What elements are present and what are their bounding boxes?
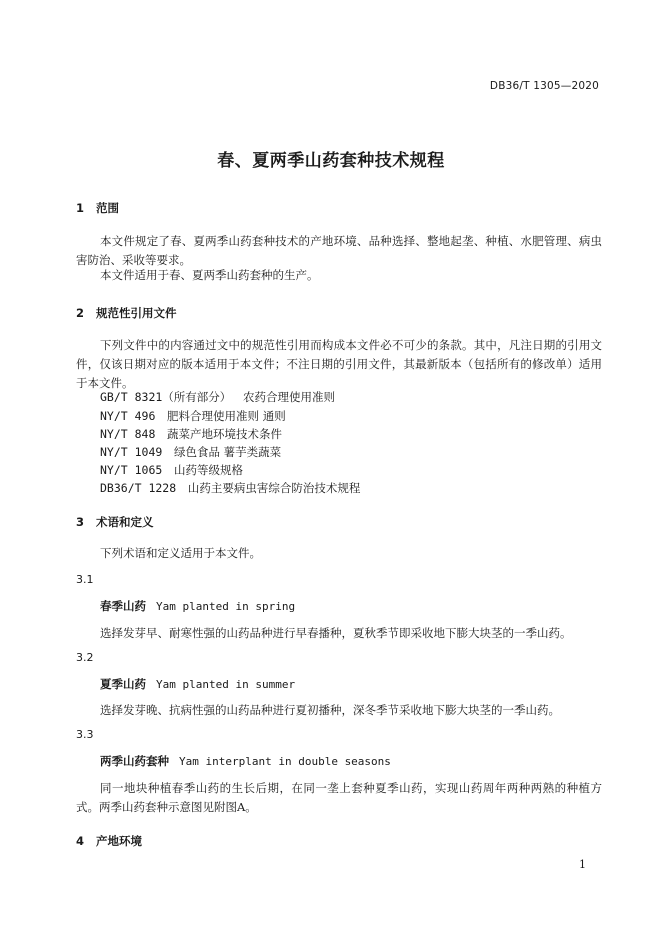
document-title: 春、夏两季山药套种技术规程 [217, 151, 445, 171]
reference-title: 山药等级规格 [173, 463, 243, 477]
section-number: 3 [76, 515, 85, 529]
section-number: 2 [76, 306, 85, 320]
section-3-heading [76, 514, 154, 530]
section-title: 产地环境 [96, 834, 142, 848]
section-title: 术语和定义 [96, 515, 154, 529]
reference-code: NY/T 496 [100, 409, 156, 423]
term-definition: 选择发芽早、耐寒性强的山药品种进行早春播种，夏秋季节即采收地下膨大块茎的一季山药。 [100, 626, 572, 640]
reference-code: NY/T 1049 [100, 445, 163, 459]
section-number: 4 [76, 834, 85, 848]
section-2-heading [76, 305, 177, 321]
term-english: Yam planted in summer [156, 678, 296, 691]
reference-item [100, 408, 286, 424]
reference-title: 肥料合理使用准则 通则 [167, 409, 286, 423]
reference-code: DB36/T 1228 [100, 481, 177, 495]
term-definition: 同一地块种植春季山药的生长后期，在同一垄上套种夏季山药，实现山药周年两种两熟的种植方式。两季山药套种示意图见附图A。 [76, 781, 602, 814]
section-2-intro: 下列文件中的内容通过文中的规范性引用而构成本文件必不可少的条款。其中，凡注日期的引用文件，仅该日期对应的版本适用于本文件；不注日期的引用文件，其最新版本（包括所有的修改单）适用于本文件。 [76, 338, 602, 390]
section-3-intro: 下列术语和定义适用于本文件。 [100, 546, 261, 560]
clause-number: 3.2 [76, 651, 94, 664]
term-chinese: 春季山药 [100, 599, 146, 613]
reference-code: GB/T 8321（所有部分） [100, 390, 232, 404]
standard-code: DB36/T 1305—2020 [489, 80, 599, 92]
section-title: 规范性引用文件 [96, 306, 177, 320]
reference-title: 山药主要病虫害综合防治技术规程 [187, 481, 361, 495]
term-entry [100, 753, 391, 769]
section-1-paragraph-1: 本文件规定了春、夏两季山药套种技术的产地环境、品种选择、整地起垄、种植、水肥管理、病虫害防治、采收等要求。 [76, 234, 602, 267]
reference-code: NY/T 848 [100, 427, 156, 441]
section-1-heading [76, 200, 119, 216]
term-definition: 选择发芽晚、抗病性强的山药品种进行夏初播种，深冬季节采收地下膨大块茎的一季山药。 [100, 703, 560, 717]
reference-title: 绿色食品 薯芋类蔬菜 [173, 445, 282, 459]
reference-item [100, 389, 335, 405]
clause-number: 3.3 [76, 728, 94, 741]
section-1-paragraph-2: 本文件适用于春、夏两季山药套种的生产。 [100, 268, 319, 282]
reference-item [100, 426, 282, 442]
reference-item [100, 480, 360, 496]
reference-title: 蔬菜产地环境技术条件 [167, 427, 283, 441]
section-number: 1 [76, 201, 85, 215]
term-entry [100, 676, 295, 692]
section-4-heading [76, 833, 142, 849]
reference-title: 农药合理使用准则 [242, 390, 335, 404]
term-chinese: 夏季山药 [100, 677, 146, 691]
term-chinese: 两季山药套种 [100, 754, 169, 768]
term-english: Yam planted in spring [156, 600, 296, 613]
reference-item [100, 462, 243, 478]
term-entry [100, 598, 295, 614]
term-english: Yam interplant in double seasons [179, 755, 391, 768]
page-number: 1 [579, 858, 586, 871]
reference-item [100, 444, 281, 460]
reference-code: NY/T 1065 [100, 463, 163, 477]
clause-number: 3.1 [76, 573, 94, 586]
section-title: 范围 [96, 201, 119, 215]
